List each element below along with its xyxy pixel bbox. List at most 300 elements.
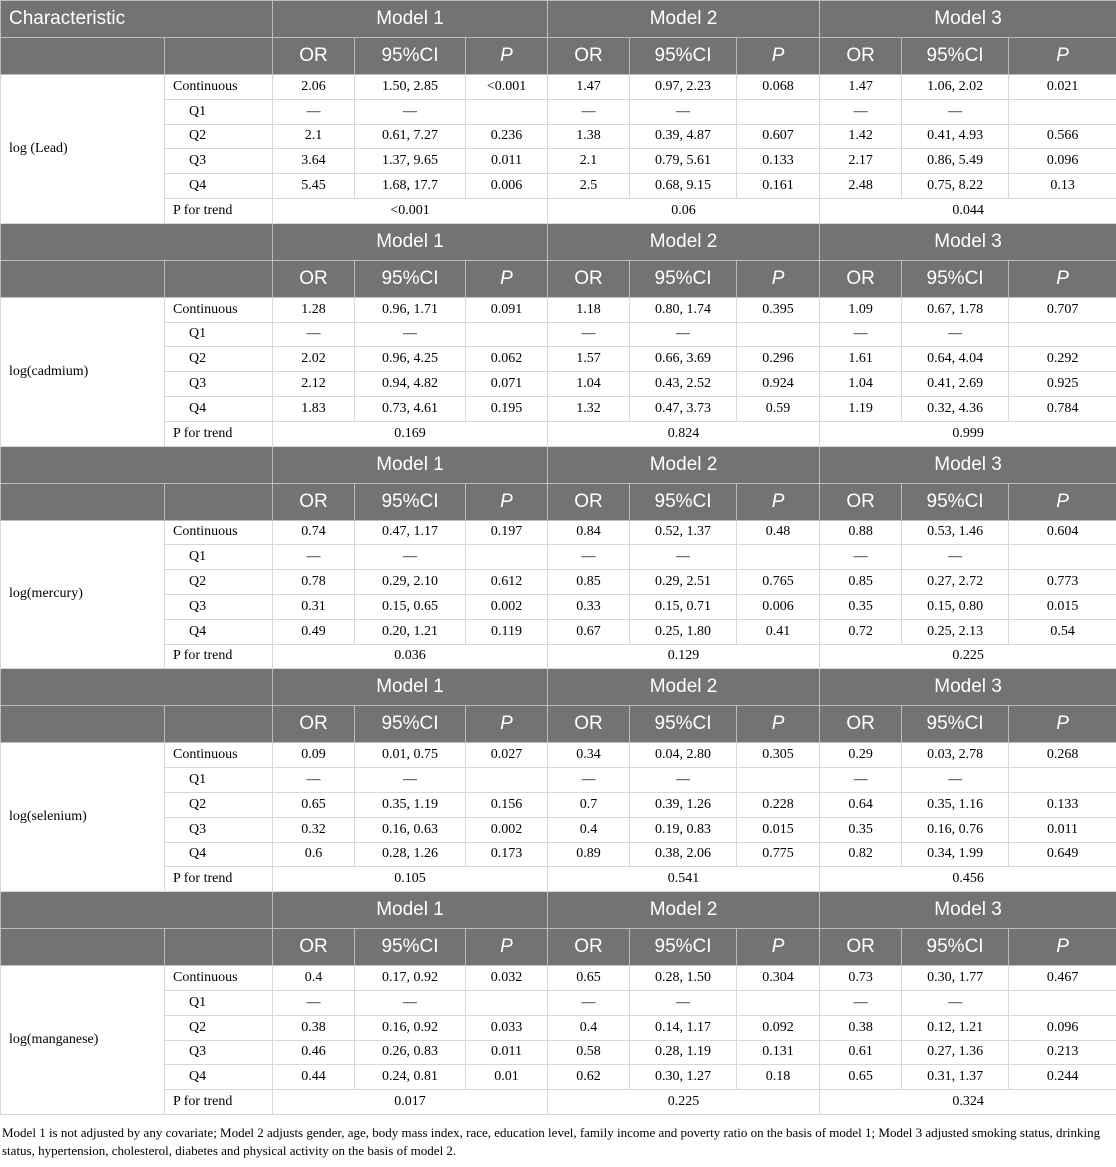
blank-header-cell	[165, 38, 273, 75]
table-row	[1, 297, 1116, 322]
value-cell: 0.173	[466, 842, 548, 867]
value-cell: 0.47, 3.73	[630, 396, 737, 421]
value-cell: —	[355, 545, 466, 570]
value-cell: 1.19	[820, 396, 902, 421]
table-row	[1, 1015, 1116, 1040]
value-cell: 0.66, 3.69	[630, 347, 737, 372]
value-cell: 0.86, 5.49	[902, 149, 1009, 174]
value-cell: —	[630, 545, 737, 570]
value-cell: 2.17	[820, 149, 902, 174]
trend-value: 0.324	[820, 1090, 1116, 1115]
stat-header	[273, 929, 355, 966]
table-row	[1, 594, 1116, 619]
value-cell: 0.09	[273, 743, 355, 768]
stat-header-label: P	[500, 713, 513, 735]
value-cell	[737, 990, 820, 1015]
value-cell: 0.131	[737, 1040, 820, 1065]
row-label: Q4	[165, 396, 273, 421]
value-cell: —	[548, 990, 630, 1015]
value-cell: 0.96, 4.25	[355, 347, 466, 372]
value-cell: 0.16, 0.92	[355, 1015, 466, 1040]
value-cell: 1.32	[548, 396, 630, 421]
model-header-row	[1, 1, 1116, 38]
value-cell: 1.28	[273, 297, 355, 322]
value-cell: 0.35, 1.16	[902, 792, 1009, 817]
stat-header-label: 95%CI	[654, 490, 712, 512]
value-cell: 0.011	[466, 1040, 548, 1065]
row-label: Q3	[165, 149, 273, 174]
value-cell: 0.195	[466, 396, 548, 421]
value-cell: 0.85	[820, 570, 902, 595]
value-cell: 0.924	[737, 372, 820, 397]
value-cell: 1.38	[548, 124, 630, 149]
table-body	[1, 1, 1116, 1115]
stat-header	[355, 38, 466, 75]
row-label: Continuous	[165, 297, 273, 322]
model-header-row	[1, 892, 1116, 929]
value-cell: 1.68, 17.7	[355, 174, 466, 199]
stat-header-label: OR	[574, 267, 603, 289]
value-cell: —	[273, 322, 355, 347]
trend-value: 0.044	[820, 198, 1116, 223]
value-cell	[737, 322, 820, 347]
trend-value: 0.036	[273, 644, 548, 669]
stat-header-label: 95%CI	[926, 267, 984, 289]
table-row	[1, 1040, 1116, 1065]
stat-header	[548, 38, 630, 75]
value-cell: 0.002	[466, 594, 548, 619]
row-label: Q3	[165, 372, 273, 397]
stat-header	[548, 706, 630, 743]
value-cell: —	[820, 545, 902, 570]
stat-header-label: P	[1056, 936, 1069, 958]
value-cell: —	[548, 545, 630, 570]
stat-header-label: P	[500, 490, 513, 512]
value-cell: 0.61, 7.27	[355, 124, 466, 149]
value-cell: 0.15, 0.80	[902, 594, 1009, 619]
row-label: P for trend	[165, 198, 273, 223]
value-cell: 0.43, 2.52	[630, 372, 737, 397]
model-header: Model 3	[820, 223, 1116, 260]
value-cell: 0.65	[273, 792, 355, 817]
value-cell: 0.74	[273, 520, 355, 545]
model-header: Model 3	[820, 1, 1116, 38]
value-cell: 2.12	[273, 372, 355, 397]
value-cell: 0.092	[737, 1015, 820, 1040]
stat-header	[630, 706, 737, 743]
metal-label: log(selenium)	[1, 743, 165, 892]
value-cell: 1.42	[820, 124, 902, 149]
blank-header-cell	[165, 260, 273, 297]
value-cell: 0.75, 8.22	[902, 174, 1009, 199]
value-cell: 0.305	[737, 743, 820, 768]
value-cell: —	[902, 990, 1009, 1015]
blank-header-cell	[165, 483, 273, 520]
value-cell: 0.59	[737, 396, 820, 421]
blank-header-cell	[1, 446, 273, 483]
table-row	[1, 174, 1116, 199]
table-row	[1, 75, 1116, 100]
value-cell: —	[548, 768, 630, 793]
value-cell: 0.4	[548, 1015, 630, 1040]
trend-value: <0.001	[273, 198, 548, 223]
table-row	[1, 619, 1116, 644]
stat-header-label: OR	[846, 490, 875, 512]
trend-value: 0.999	[820, 421, 1116, 446]
value-cell: 0.38, 2.06	[630, 842, 737, 867]
value-cell: 0.18	[737, 1065, 820, 1090]
stat-header	[820, 706, 902, 743]
trend-row	[1, 421, 1116, 446]
model-header: Model 1	[273, 446, 548, 483]
trend-row	[1, 198, 1116, 223]
stat-header-label: OR	[299, 45, 328, 66]
value-cell: 0.068	[737, 75, 820, 100]
blank-header-cell	[1, 483, 165, 520]
table-row	[1, 817, 1116, 842]
value-cell: 0.04, 2.80	[630, 743, 737, 768]
value-cell: 0.156	[466, 792, 548, 817]
stat-header	[737, 38, 820, 75]
trend-value: 0.169	[273, 421, 548, 446]
value-cell	[737, 545, 820, 570]
value-cell: 0.395	[737, 297, 820, 322]
stat-header-label: P	[1056, 713, 1069, 735]
row-label: Q3	[165, 594, 273, 619]
value-cell: 0.096	[1009, 1015, 1116, 1040]
row-label: Q2	[165, 792, 273, 817]
value-cell: 0.15, 0.71	[630, 594, 737, 619]
row-label: Q1	[165, 545, 273, 570]
value-cell: —	[630, 768, 737, 793]
model-header: Model 2	[548, 669, 820, 706]
trend-value: 0.456	[820, 867, 1116, 892]
stat-header-label: 95%CI	[381, 490, 439, 512]
value-cell: 0.4	[548, 817, 630, 842]
stat-header-label: OR	[846, 936, 875, 958]
value-cell: —	[902, 545, 1009, 570]
stat-header-label: 95%CI	[926, 713, 984, 735]
model-header: Model 2	[548, 1, 820, 38]
stat-header	[630, 38, 737, 75]
model-header-row	[1, 223, 1116, 260]
row-label: Continuous	[165, 75, 273, 100]
value-cell: 0.89	[548, 842, 630, 867]
stat-header-label: 95%CI	[926, 45, 984, 66]
value-cell: 0.88	[820, 520, 902, 545]
value-cell: 0.64, 4.04	[902, 347, 1009, 372]
value-cell: —	[273, 545, 355, 570]
value-cell: 1.83	[273, 396, 355, 421]
table-row	[1, 792, 1116, 817]
stat-header	[820, 929, 902, 966]
stat-header	[466, 483, 548, 520]
trend-row	[1, 1090, 1116, 1115]
value-cell: 0.34	[548, 743, 630, 768]
value-cell: 0.784	[1009, 396, 1116, 421]
value-cell: 3.64	[273, 149, 355, 174]
row-label: Q2	[165, 1015, 273, 1040]
value-cell: 2.5	[548, 174, 630, 199]
stat-header	[355, 706, 466, 743]
value-cell: 0.28, 1.26	[355, 842, 466, 867]
value-cell: 5.45	[273, 174, 355, 199]
value-cell: 0.25, 2.13	[902, 619, 1009, 644]
value-cell: 1.47	[548, 75, 630, 100]
stat-header	[902, 706, 1009, 743]
value-cell: 0.20, 1.21	[355, 619, 466, 644]
value-cell: 0.24, 0.81	[355, 1065, 466, 1090]
value-cell: 0.133	[1009, 792, 1116, 817]
value-cell: 0.304	[737, 966, 820, 991]
row-label: Q2	[165, 124, 273, 149]
value-cell: —	[630, 322, 737, 347]
stat-header-label: OR	[299, 936, 328, 958]
value-cell: 2.48	[820, 174, 902, 199]
row-label: Continuous	[165, 520, 273, 545]
value-cell: —	[902, 322, 1009, 347]
stat-header-row	[1, 38, 1116, 75]
value-cell: 0.62	[548, 1065, 630, 1090]
stat-header-label: P	[1056, 490, 1069, 512]
row-label: Q3	[165, 1040, 273, 1065]
stat-header	[737, 483, 820, 520]
stat-header-label: 95%CI	[381, 45, 439, 66]
value-cell: —	[355, 990, 466, 1015]
row-label: P for trend	[165, 644, 273, 669]
stat-header-label: OR	[846, 267, 875, 289]
value-cell: 1.61	[820, 347, 902, 372]
stat-header	[466, 260, 548, 297]
trend-row	[1, 644, 1116, 669]
value-cell: 0.29	[820, 743, 902, 768]
value-cell: 0.16, 0.76	[902, 817, 1009, 842]
characteristic-header: Characteristic	[1, 1, 273, 38]
value-cell: 0.12, 1.21	[902, 1015, 1009, 1040]
blank-header-cell	[1, 38, 165, 75]
stat-header	[1009, 260, 1116, 297]
stat-header-label: OR	[299, 267, 328, 289]
value-cell: 0.48	[737, 520, 820, 545]
row-label: Q1	[165, 990, 273, 1015]
value-cell: 0.649	[1009, 842, 1116, 867]
value-cell: 0.7	[548, 792, 630, 817]
value-cell: 0.65	[820, 1065, 902, 1090]
stat-header-label: OR	[574, 713, 603, 735]
row-label: Continuous	[165, 743, 273, 768]
value-cell	[1009, 768, 1116, 793]
stat-header	[273, 706, 355, 743]
stat-header	[737, 260, 820, 297]
model-header: Model 3	[820, 446, 1116, 483]
stat-header	[902, 483, 1009, 520]
value-cell: 0.41	[737, 619, 820, 644]
stat-header-label: 95%CI	[381, 267, 439, 289]
blank-header-cell	[165, 706, 273, 743]
stat-header	[466, 929, 548, 966]
trend-value: 0.017	[273, 1090, 548, 1115]
stat-header	[548, 929, 630, 966]
row-label: Q4	[165, 174, 273, 199]
value-cell: 0.35	[820, 594, 902, 619]
value-cell: 0.19, 0.83	[630, 817, 737, 842]
value-cell: —	[355, 99, 466, 124]
row-label: Q1	[165, 322, 273, 347]
value-cell: 0.01, 0.75	[355, 743, 466, 768]
blank-header-cell	[1, 929, 165, 966]
model-header: Model 2	[548, 892, 820, 929]
table-row	[1, 768, 1116, 793]
trend-value: 0.225	[548, 1090, 820, 1115]
value-cell: 0.96, 1.71	[355, 297, 466, 322]
value-cell: 0.607	[737, 124, 820, 149]
stat-header-label: P	[771, 490, 785, 512]
stat-header-label: OR	[574, 45, 603, 66]
value-cell: 0.84	[548, 520, 630, 545]
value-cell: —	[820, 99, 902, 124]
stat-header	[355, 260, 466, 297]
value-cell: —	[548, 99, 630, 124]
table-row	[1, 322, 1116, 347]
stat-header	[355, 929, 466, 966]
row-label: P for trend	[165, 421, 273, 446]
value-cell: 0.67	[548, 619, 630, 644]
value-cell: 2.1	[548, 149, 630, 174]
blank-header-cell	[1, 669, 273, 706]
value-cell: 0.53, 1.46	[902, 520, 1009, 545]
model-header: Model 2	[548, 223, 820, 260]
value-cell: 0.604	[1009, 520, 1116, 545]
value-cell: 0.236	[466, 124, 548, 149]
stat-header	[273, 260, 355, 297]
value-cell: 0.015	[1009, 594, 1116, 619]
stat-header-label: P	[1056, 267, 1069, 289]
row-label: Q4	[165, 619, 273, 644]
value-cell: 0.58	[548, 1040, 630, 1065]
value-cell: 0.26, 0.83	[355, 1040, 466, 1065]
stat-header	[548, 483, 630, 520]
stat-header	[820, 483, 902, 520]
row-label: Q3	[165, 817, 273, 842]
value-cell: 0.67, 1.78	[902, 297, 1009, 322]
value-cell: 0.091	[466, 297, 548, 322]
value-cell: —	[355, 768, 466, 793]
row-label: P for trend	[165, 1090, 273, 1115]
value-cell: 0.14, 1.17	[630, 1015, 737, 1040]
value-cell: 0.15, 0.65	[355, 594, 466, 619]
value-cell: 0.39, 4.87	[630, 124, 737, 149]
value-cell: 0.30, 1.27	[630, 1065, 737, 1090]
value-cell: 0.41, 2.69	[902, 372, 1009, 397]
stat-header	[630, 929, 737, 966]
value-cell: 0.197	[466, 520, 548, 545]
value-cell	[466, 99, 548, 124]
stat-header-row	[1, 706, 1116, 743]
table-row	[1, 520, 1116, 545]
trend-value: 0.541	[548, 867, 820, 892]
model-header: Model 1	[273, 669, 548, 706]
stat-header-label: P	[500, 267, 513, 289]
value-cell: —	[902, 768, 1009, 793]
value-cell: —	[820, 990, 902, 1015]
value-cell: 0.29, 2.51	[630, 570, 737, 595]
value-cell	[1009, 99, 1116, 124]
table-row	[1, 966, 1116, 991]
table-row	[1, 124, 1116, 149]
value-cell: 0.41, 4.93	[902, 124, 1009, 149]
value-cell: 2.1	[273, 124, 355, 149]
stat-header-label: 95%CI	[654, 45, 712, 66]
value-cell: 0.47, 1.17	[355, 520, 466, 545]
model-header-row	[1, 446, 1116, 483]
metal-label: log (Lead)	[1, 75, 165, 224]
value-cell: 0.16, 0.63	[355, 817, 466, 842]
value-cell: 0.6	[273, 842, 355, 867]
value-cell	[1009, 322, 1116, 347]
stat-header	[902, 38, 1009, 75]
value-cell	[1009, 545, 1116, 570]
value-cell: 0.33	[548, 594, 630, 619]
stat-header	[1009, 38, 1116, 75]
value-cell	[466, 768, 548, 793]
model-header: Model 3	[820, 892, 1116, 929]
trend-value: 0.824	[548, 421, 820, 446]
stat-header-label: OR	[574, 936, 603, 958]
value-cell: 0.38	[273, 1015, 355, 1040]
row-label: Q4	[165, 1065, 273, 1090]
stat-header	[355, 483, 466, 520]
value-cell: 1.04	[820, 372, 902, 397]
value-cell: 0.133	[737, 149, 820, 174]
stat-header-label: OR	[299, 490, 328, 512]
stat-header-label: P	[771, 45, 785, 66]
value-cell: 0.49	[273, 619, 355, 644]
table-row	[1, 1065, 1116, 1090]
value-cell: 0.39, 1.26	[630, 792, 737, 817]
value-cell: 0.228	[737, 792, 820, 817]
blank-header-cell	[1, 706, 165, 743]
value-cell: 0.13	[1009, 174, 1116, 199]
row-label: Q1	[165, 768, 273, 793]
stat-header-label: P	[500, 45, 513, 66]
value-cell: 0.44	[273, 1065, 355, 1090]
table-row	[1, 372, 1116, 397]
model-header: Model 3	[820, 669, 1116, 706]
value-cell: 0.011	[466, 149, 548, 174]
stat-header-label: P	[771, 713, 785, 735]
trend-value: 0.225	[820, 644, 1116, 669]
stat-header-row	[1, 929, 1116, 966]
value-cell: 1.50, 2.85	[355, 75, 466, 100]
stat-header-label: P	[771, 936, 785, 958]
trend-value: 0.105	[273, 867, 548, 892]
row-label: Continuous	[165, 966, 273, 991]
value-cell: 0.612	[466, 570, 548, 595]
value-cell: 0.062	[466, 347, 548, 372]
stat-header	[630, 260, 737, 297]
value-cell: 0.01	[466, 1065, 548, 1090]
value-cell: 0.015	[737, 817, 820, 842]
value-cell: 0.119	[466, 619, 548, 644]
stat-header	[1009, 483, 1116, 520]
value-cell	[1009, 990, 1116, 1015]
value-cell: 0.27, 2.72	[902, 570, 1009, 595]
value-cell: 0.34, 1.99	[902, 842, 1009, 867]
value-cell: —	[630, 990, 737, 1015]
row-label: P for trend	[165, 867, 273, 892]
value-cell: 0.82	[820, 842, 902, 867]
value-cell: 0.033	[466, 1015, 548, 1040]
